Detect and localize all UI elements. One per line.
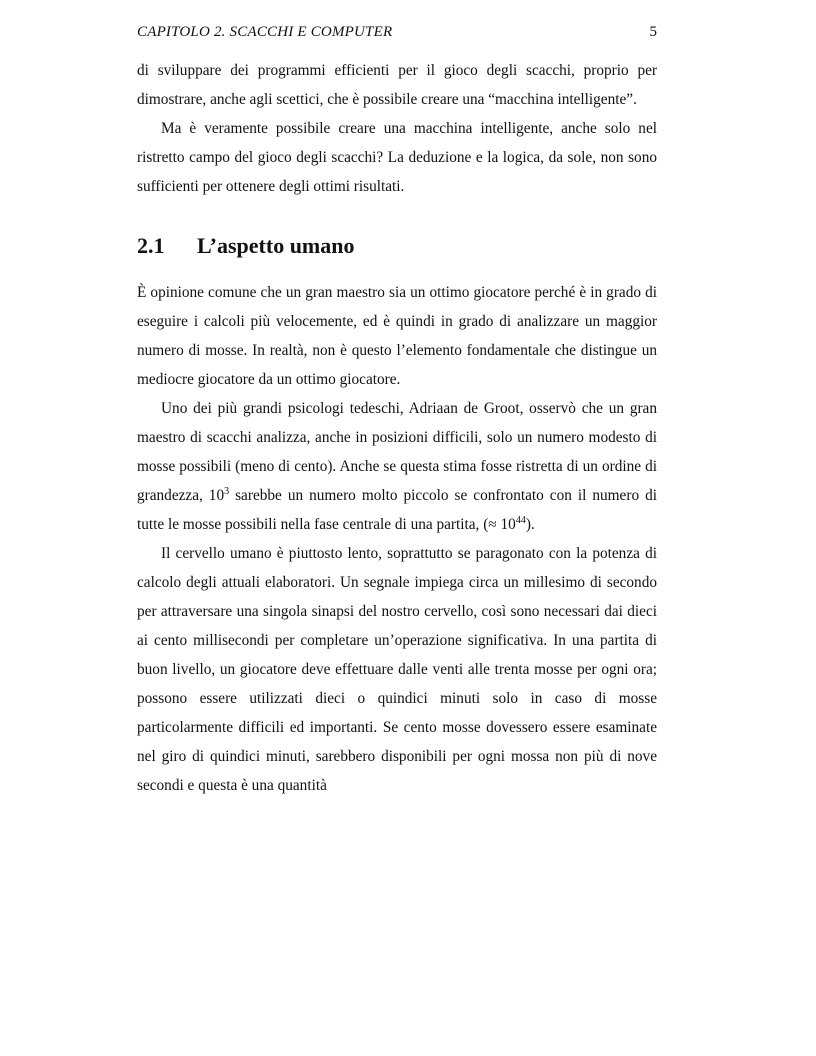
section-heading bbox=[137, 224, 657, 268]
chapter-title: CAPITOLO 2. SCACCHI E COMPUTER bbox=[137, 24, 393, 40]
paragraph-question: Ma è veramente possibile creare una macchina intelligente, anche solo nel ristretto campo del gioco degli scacchi? La deduzione e la logica, da sole, non sono sufficienti per ottenere degli ottimi risultati. bbox=[137, 120, 657, 195]
paragraph-de-groot-part3: ). bbox=[525, 516, 535, 533]
paragraph-de-groot-part2: sarebbe un numero molto piccolo se confrontato con il numero di tutte le mosse possibili nella fase centrale di una partita, (≈ 10 bbox=[137, 487, 657, 533]
paragraph-de-groot-part1: Uno dei più grandi psicologi tedeschi, Adriaan de Groot, osservò che un gran maestro di scacchi analizza, anche in posizioni difficili, solo un numero modesto di mosse possibili (meno di cento). Anche se questa stima fosse ristretta di un ordine di grandezza, 10 bbox=[137, 400, 657, 504]
running-header bbox=[137, 22, 657, 42]
page-number: 5 bbox=[649, 24, 657, 40]
paragraph-brain: Il cervello umano è piuttosto lento, soprattutto se paragonato con la potenza di calcolo degli attuali elaboratori. Un segnale impiega circa un millesimo di secondo per attraversare una singola sinapsi del nostro cervello, così sono necessari dai dieci ai cento millisecondi per completare un’operazione significativa. In una partita di buon livello, un giocatore deve effettuare dalle venti alle trenta mosse per ogni ora; possono essere utilizzati dieci o quindici minuti solo in caso di mosse particolarmente difficili ed importanti. Se cento mosse dovessero essere esaminate nel giro di quindici minuti, sarebbero disponibili per ogni mossa non più di nove secondi e questa è una quantità bbox=[137, 545, 657, 794]
section-title: L’aspetto umano bbox=[197, 233, 355, 258]
exponent-3: 3 bbox=[224, 485, 230, 497]
paragraph-opinion: È opinione comune che un gran maestro sia un ottimo giocatore perché è in grado di eseguire i calcoli più velocemente, ed è quindi in grado di analizzare un maggior numero di mosse. In realtà, non è questo l’elemento fondamentale che distingue un mediocre giocatore da un ottimo giocatore. bbox=[137, 284, 657, 388]
paragraph-intro: di sviluppare dei programmi efficienti per il gioco degli scacchi, proprio per dimostrare, anche agli scettici, che è possibile creare una “macchina intelligente”. bbox=[137, 62, 657, 108]
exponent-44: 44 bbox=[515, 514, 526, 526]
page-content bbox=[137, 22, 657, 800]
paragraph-de-groot bbox=[137, 394, 657, 539]
section-number: 2.1 bbox=[137, 233, 165, 258]
